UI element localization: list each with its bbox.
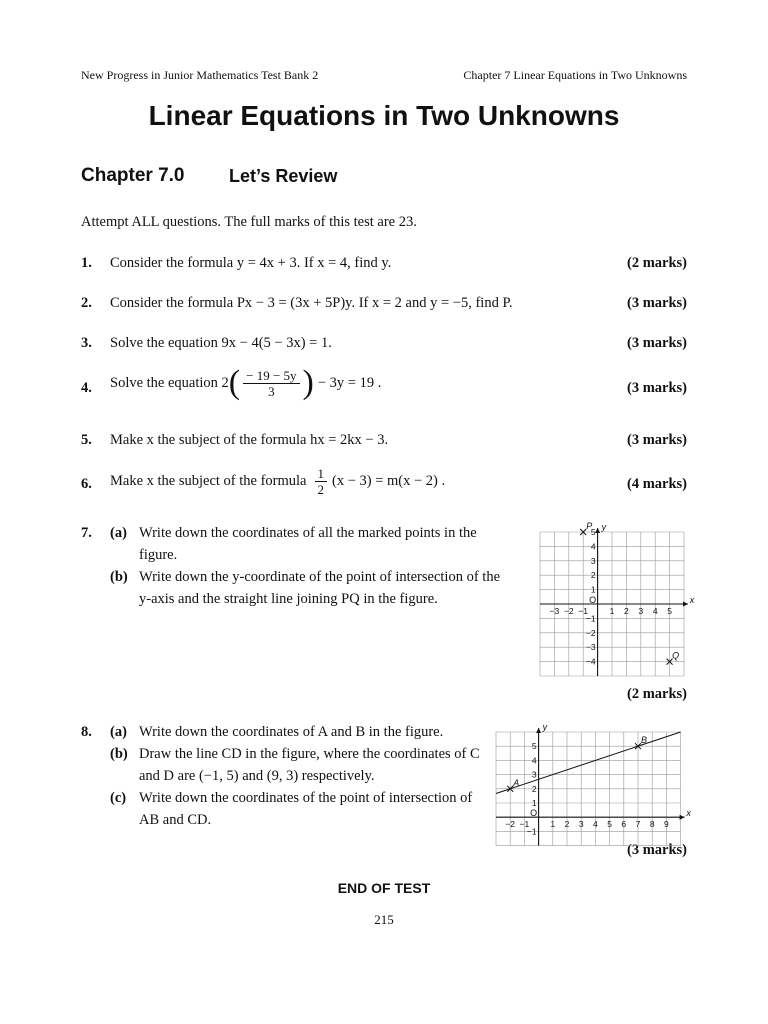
fig7-y-tick-label: −4 xyxy=(585,656,596,667)
fig8-x-tick-label: 4 xyxy=(593,819,598,830)
fig8-x-tick-label: 8 xyxy=(649,819,655,830)
q4-frac-den: 3 xyxy=(268,383,275,399)
q1-number: 1. xyxy=(81,255,92,271)
q4-text-post: − 3y = 19 . xyxy=(317,374,382,391)
q2-number: 2. xyxy=(81,295,92,311)
fig7-y-tick-label: 4 xyxy=(590,541,596,552)
q4-text-pre: Solve the equation 2 xyxy=(110,374,229,391)
q5-text: Make x the subject of the formula hx = 2kx − 3. xyxy=(110,432,389,448)
fig8-y-tick-label: 2 xyxy=(531,783,537,794)
page-number: 215 xyxy=(374,912,394,927)
fig8-x-tick-label: 5 xyxy=(607,819,612,830)
fig7-y-tick-label: 5 xyxy=(590,527,596,537)
q7-marks: (2 marks) xyxy=(626,686,687,702)
chapter-name: Let’s Review xyxy=(229,166,338,186)
fig8-x-tick-label: 7 xyxy=(635,819,641,830)
fig8-y-tick-label: 4 xyxy=(531,755,537,766)
fig8-x-tick-label: 2 xyxy=(564,819,570,830)
header-right: Chapter 7 Linear Equations in Two Unknowns xyxy=(463,68,687,82)
fig8-point-label: A xyxy=(513,777,520,788)
q7a-label: (a) xyxy=(110,525,127,541)
fig7-y-tick-label: 3 xyxy=(590,555,596,566)
fig7-y-tick-label: 2 xyxy=(590,570,596,581)
header-left: New Progress in Junior Mathematics Test Bank 2 xyxy=(81,68,319,82)
q1-marks: (2 marks) xyxy=(626,255,687,271)
end-of-test: END OF TEST xyxy=(337,880,431,896)
q8a-label: (a) xyxy=(110,724,127,740)
chapter-number: Chapter 7.0 xyxy=(81,165,185,186)
fig7-x-tick-label: 1 xyxy=(609,606,615,616)
fig7-y-axis-label: y xyxy=(601,522,607,532)
fig8-x-arrow xyxy=(680,815,685,820)
q8c-text: Write down the coordinates of the point of intersection of AB and CD. xyxy=(139,790,473,828)
fig8-origin-label: O xyxy=(530,808,538,819)
fig7-x-tick-label: −1 xyxy=(578,606,589,616)
q1-text: Consider the formula y = 4x + 3. If x = 4, find y. xyxy=(110,255,392,271)
q6-text-pre: Make x the subject of the formula xyxy=(110,473,307,489)
fig7-y-tick-label: −2 xyxy=(585,627,596,638)
fig8-y-tick-label: 1 xyxy=(531,798,537,808)
q8b-label: (b) xyxy=(110,746,128,762)
fig7-x-arrow xyxy=(683,602,688,607)
fig8-y-tick-label: −1 xyxy=(526,826,537,837)
q6-marks: (4 marks) xyxy=(626,476,687,492)
fig8-x-tick-label: 1 xyxy=(550,819,556,830)
q4-marks: (3 marks) xyxy=(626,380,687,396)
q3-marks: (3 marks) xyxy=(626,335,687,351)
q6-number: 6. xyxy=(81,476,92,492)
q5-marks: (3 marks) xyxy=(626,432,687,448)
figure-7-grid xyxy=(534,521,695,684)
q8a-text: Write down the coordinates of A and B in the figure. xyxy=(139,724,444,740)
q8-marks: (3 marks) xyxy=(626,842,687,858)
q6-text xyxy=(110,466,445,497)
q5-number: 5. xyxy=(81,432,92,448)
q7b-label: (b) xyxy=(110,569,128,585)
q7b-text: Write down the y-coordinate of the point of intersection of the y-axis and the straight line joining PQ in the figure. xyxy=(139,569,500,607)
fig7-y-tick-label: 1 xyxy=(590,584,596,595)
fig7-x-tick-label: 4 xyxy=(652,606,658,616)
q7a-text: Write down the coordinates of all the marked points in the figure. xyxy=(139,525,477,563)
fig8-x-tick-label: 3 xyxy=(578,819,584,830)
q8b-text: Draw the line CD in the figure, where the coordinates of C and D are (−1, 5) and (9, 3) respectively. xyxy=(139,746,480,784)
fig8-y-tick-label: 5 xyxy=(531,741,537,752)
q8c-label: (c) xyxy=(110,790,127,806)
q4-left-paren: ( xyxy=(228,364,241,401)
fig7-x-tick-label: −2 xyxy=(563,606,574,616)
fig8-line-ab xyxy=(496,732,681,794)
q8-number: 8. xyxy=(81,724,92,740)
fig8-x-axis-label: x xyxy=(686,808,691,819)
q3-text: Solve the equation 9x − 4(5 − 3x) = 1. xyxy=(110,335,332,351)
fig8-x-tick-label: −2 xyxy=(505,819,516,830)
page-title: Linear Equations in Two Unknowns xyxy=(148,100,620,131)
fig8-y-tick-label: 3 xyxy=(531,769,537,780)
q2-marks: (3 marks) xyxy=(626,295,687,311)
fig7-point-label: Q xyxy=(672,650,680,661)
q4-fraction xyxy=(243,368,299,399)
figure-8-grid xyxy=(490,722,691,842)
fig8-y-axis-label: y xyxy=(542,722,548,732)
fig7-y-tick-label: −1 xyxy=(585,613,596,624)
q6-frac-num: 1 xyxy=(315,466,328,482)
fig7-x-axis-label: x xyxy=(689,595,695,605)
q6-frac-den: 2 xyxy=(317,482,324,497)
fig7-y-arrow xyxy=(595,528,600,533)
fig8-x-tick-label: −1 xyxy=(519,819,530,830)
fig8-x-tick-label: 6 xyxy=(621,819,627,830)
fig7-y-tick-label: −3 xyxy=(585,642,596,653)
q2-text: Consider the formula Px − 3 = (3x + 5P)y. If x = 2 and y = −5, find P. xyxy=(110,295,513,311)
q4-text xyxy=(110,366,381,400)
intro-text: Attempt ALL questions. The full marks of this test are 23. xyxy=(81,214,417,230)
fig7-x-tick-label: 2 xyxy=(624,606,629,616)
fig7-x-tick-label: 5 xyxy=(667,606,672,616)
q4-right-paren: ) xyxy=(302,364,314,401)
fig7-origin-label: O xyxy=(589,595,597,605)
q4-number: 4. xyxy=(81,380,92,396)
fig7-point-label: P xyxy=(586,521,593,531)
q6-text-post: (x − 3) = m(x − 2) . xyxy=(332,473,446,489)
fig8-x-tick-label: 9 xyxy=(664,819,669,830)
fig8-point-label: B xyxy=(640,735,648,746)
q4-frac-num: − 19 − 5y xyxy=(243,368,299,384)
fig7-x-tick-label: 3 xyxy=(638,606,644,616)
q6-fraction xyxy=(315,466,328,497)
fig7-x-tick-label: −3 xyxy=(549,606,560,616)
q7-number: 7. xyxy=(81,525,92,541)
q3-number: 3. xyxy=(81,335,92,351)
fig8-y-arrow xyxy=(536,728,541,733)
